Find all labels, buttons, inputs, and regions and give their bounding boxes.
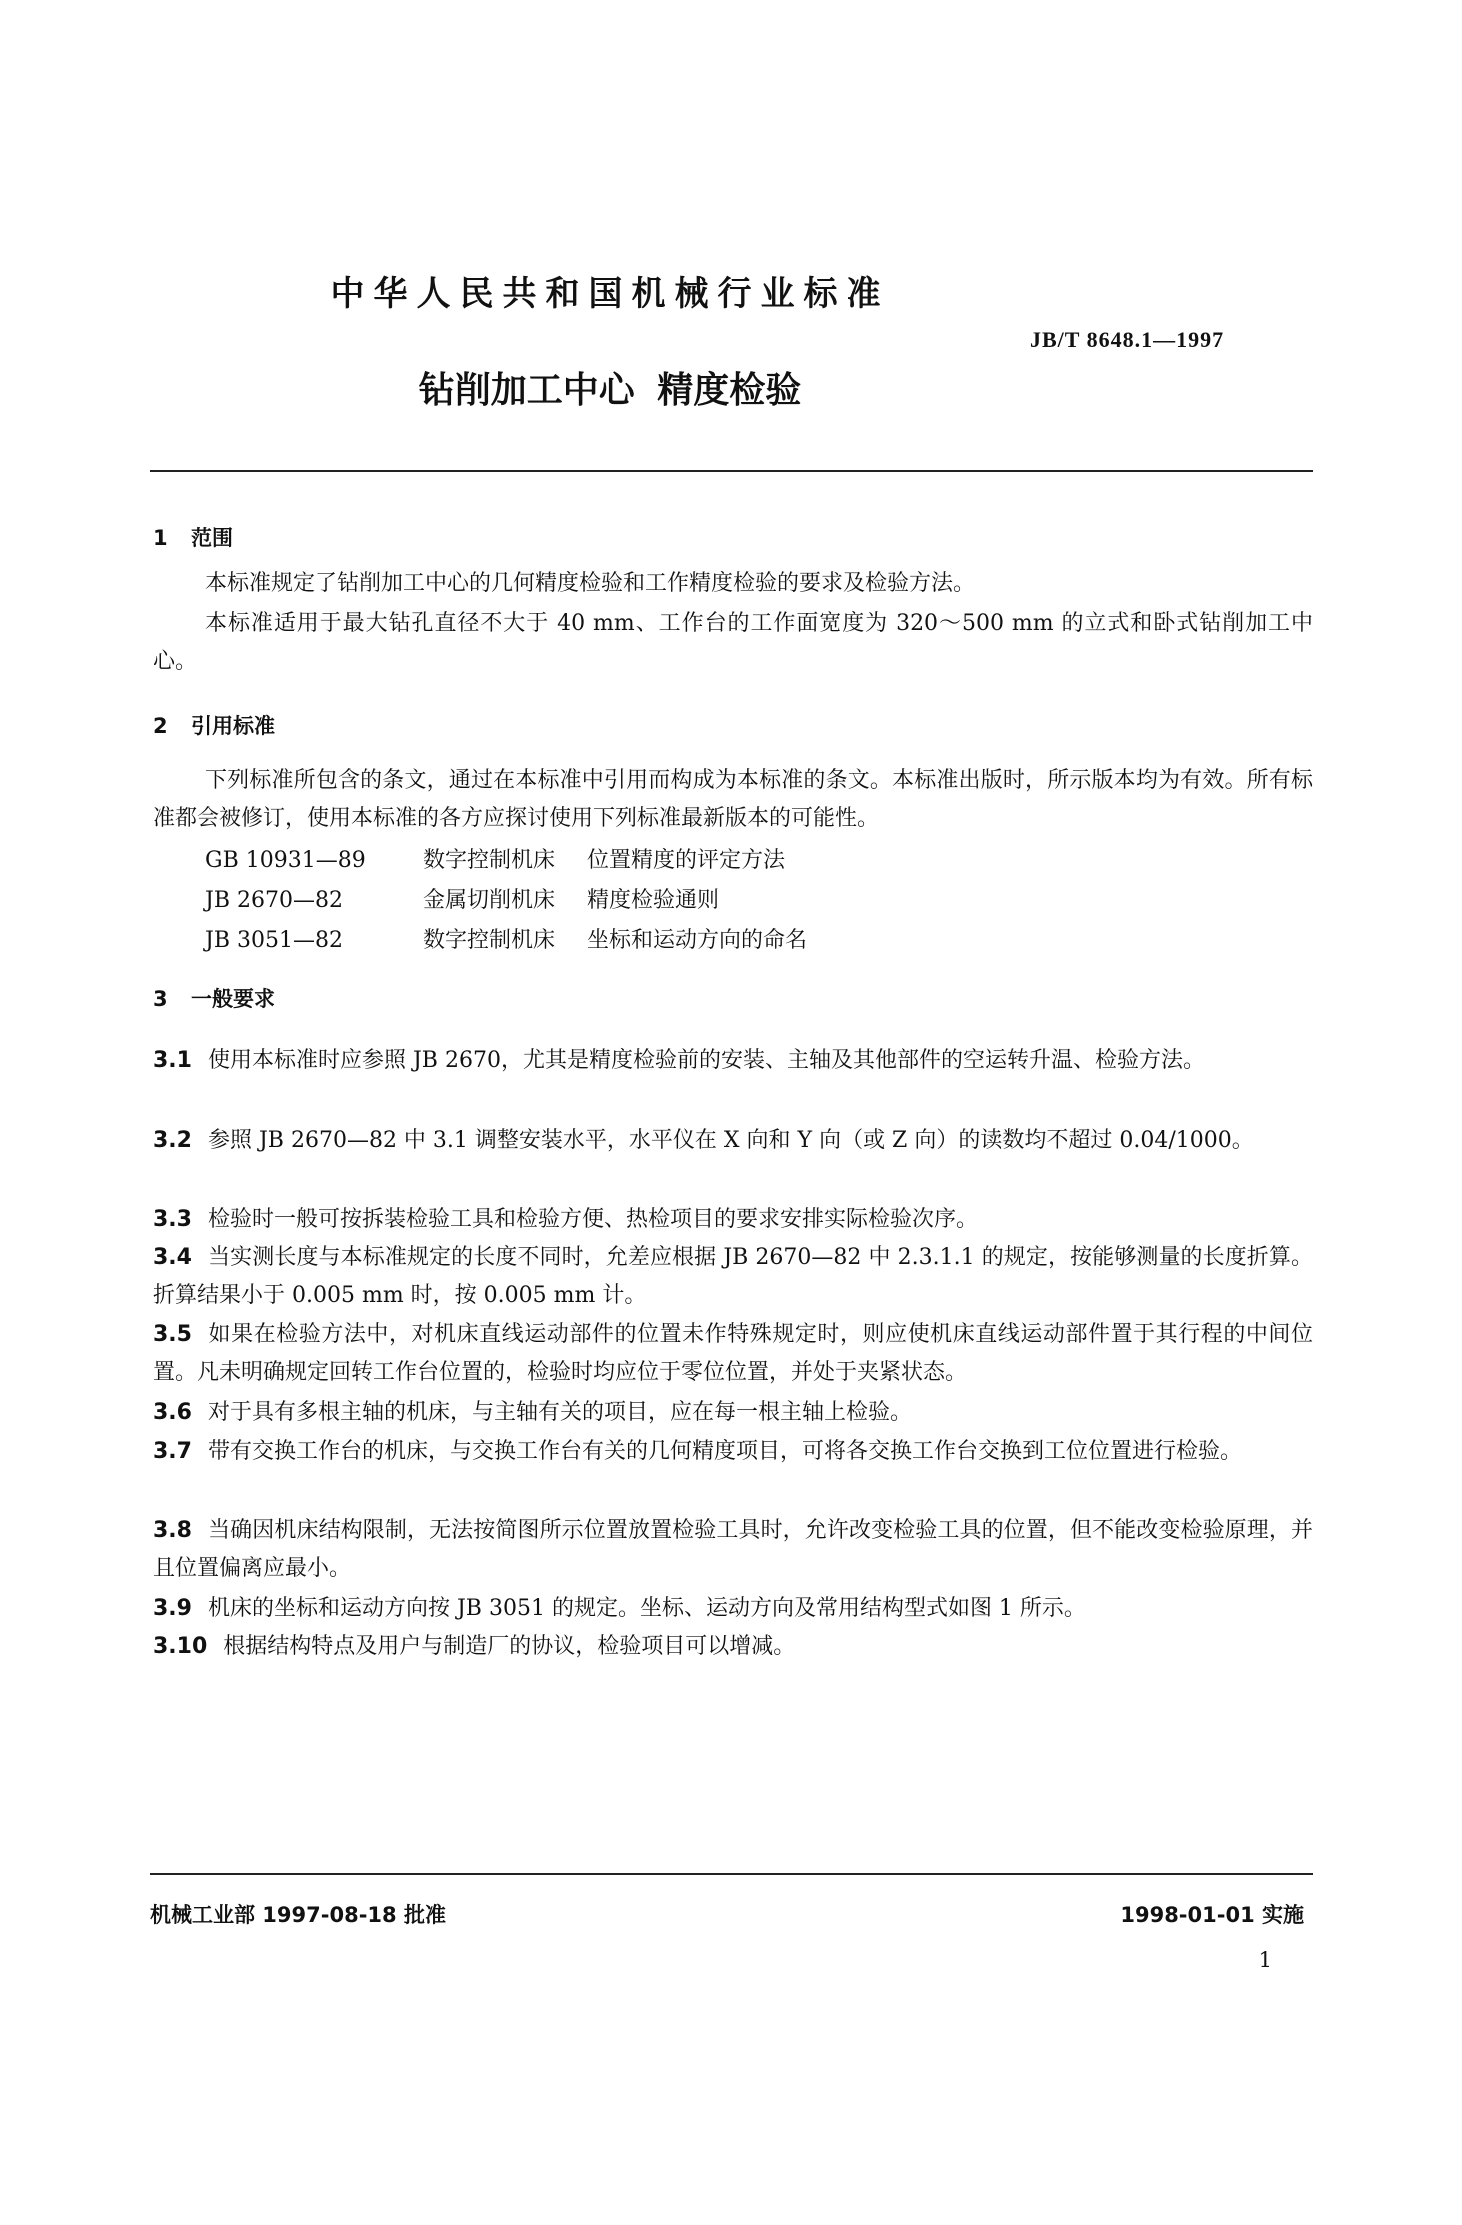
- section-title: 范围: [191, 526, 233, 550]
- clause-number: 3.3: [153, 1207, 192, 1232]
- section-number: 1: [153, 526, 168, 550]
- reference-title: 精度检验通则: [587, 888, 720, 913]
- reference-code: JB 2670—82: [205, 888, 343, 913]
- clause-number: 3.9: [153, 1596, 192, 1621]
- section-title: 一般要求: [191, 987, 275, 1011]
- reference-code: JB 3051—82: [205, 928, 343, 953]
- clause-3-2: [153, 1122, 1313, 1160]
- reference-category: 数字控制机床: [423, 928, 556, 953]
- reference-title: 坐标和运动方向的命名: [587, 928, 808, 953]
- clause-number: 3.5: [153, 1322, 192, 1347]
- clause-text: 使用本标准时应参照 JB 2670，尤其是精度检验前的安装、主轴及其他部件的空运转升温、检验方法。: [207, 1048, 1205, 1073]
- clause-text: 当实测长度与本标准规定的长度不同时，允差应根据 JB 2670—82 中 2.3.1.1 的规定，按能够测量的长度折算。折算结果小于 0.005 mm 时，按 0.005 mm 计。: [153, 1245, 1313, 1308]
- effective-date: 1998-01-01 实施: [1120, 1903, 1304, 1927]
- clause-number: 3.8: [153, 1518, 192, 1543]
- clause-number: 3.4: [153, 1245, 192, 1270]
- standard-org-title: 中华人民共和国机械行业标准: [330, 274, 890, 314]
- clause-text: 如果在检验方法中，对机床直线运动部件的位置未作特殊规定时，则应使机床直线运动部件置于其行程的中间位置。凡未明确规定回转工作台位置的，检验时均应位于零位位置，并处于夹紧状态。: [153, 1322, 1313, 1385]
- reference-code: GB 10931—89: [205, 848, 366, 873]
- section-1-para-1: 本标准规定了钻削加工中心的几何精度检验和工作精度检验的要求及检验方法。: [205, 571, 976, 596]
- section-number: 3: [153, 987, 168, 1011]
- reference-title: 位置精度的评定方法: [587, 848, 786, 873]
- clause-3-3: [153, 1201, 1313, 1239]
- clause-3-9: [153, 1590, 1313, 1628]
- clause-text: 当确因机床结构限制，无法按简图所示位置放置检验工具时，允许改变检验工具的位置，但不能改变检验原理，并且位置偏离应最小。: [153, 1518, 1313, 1581]
- section-2-para-1: 下列标准所包含的条文，通过在本标准中引用而构成为本标准的条文。本标准出版时，所示版本均为有效。所有标准都会被修订，使用本标准的各方应探讨使用下列标准最新版本的可能性。: [153, 768, 1313, 831]
- standard-code: JB/T 8648.1—1997: [1030, 327, 1225, 352]
- clause-3-4: [153, 1239, 1313, 1315]
- reference-row: [205, 923, 807, 954]
- section-2-heading: [153, 710, 275, 740]
- clause-number: 3.2: [153, 1128, 192, 1153]
- clause-text: 检验时一般可按拆装检验工具和检验方便、热检项目的要求安排实际检验次序。: [207, 1207, 978, 1232]
- clause-number: 3.7: [153, 1439, 192, 1464]
- clause-text: 根据结构特点及用户与制造厂的协议，检验项目可以增减。: [223, 1634, 796, 1659]
- reference-row: [205, 843, 785, 874]
- reference-category: 金属切削机床: [423, 888, 556, 913]
- clause-text: 参照 JB 2670—82 中 3.1 调整安装水平，水平仪在 X 向和 Y 向（或 Z 向）的读数均不超过 0.04/1000。: [207, 1128, 1254, 1153]
- reference-row: [205, 883, 719, 914]
- section-1-heading: [153, 522, 233, 552]
- clause-number: 3.1: [153, 1048, 192, 1073]
- section-3-heading: [153, 983, 275, 1013]
- clause-3-1: [153, 1042, 1313, 1080]
- clause-3-6: [153, 1394, 1313, 1432]
- section-1-para-2: 本标准适用于最大钻孔直径不大于 40 mm、工作台的工作面宽度为 320～500 mm 的立式和卧式钻削加工中心。: [153, 611, 1313, 674]
- footer-rule: [150, 1873, 1313, 1875]
- approval-note: 机械工业部 1997-08-18 批准: [150, 1903, 446, 1927]
- clause-text: 对于具有多根主轴的机床，与主轴有关的项目，应在每一根主轴上检验。: [207, 1400, 912, 1425]
- header-rule: [150, 470, 1313, 472]
- clause-3-8: [153, 1512, 1313, 1588]
- section-number: 2: [153, 714, 168, 738]
- page-number: 1: [1258, 1948, 1272, 1972]
- section-title: 引用标准: [191, 714, 275, 738]
- clause-number: 3.10: [153, 1634, 208, 1659]
- clause-number: 3.6: [153, 1400, 192, 1425]
- clause-3-10: [153, 1628, 1313, 1666]
- clause-3-7: [153, 1433, 1313, 1471]
- document-title: 钻削加工中心 精度检验: [418, 370, 802, 411]
- clause-3-5: [153, 1316, 1313, 1392]
- clause-text: 机床的坐标和运动方向按 JB 3051 的规定。坐标、运动方向及常用结构型式如图 1 所示。: [207, 1596, 1086, 1621]
- reference-category: 数字控制机床: [423, 848, 556, 873]
- clause-text: 带有交换工作台的机床，与交换工作台有关的几何精度项目，可将各交换工作台交换到工位位置进行检验。: [207, 1439, 1242, 1464]
